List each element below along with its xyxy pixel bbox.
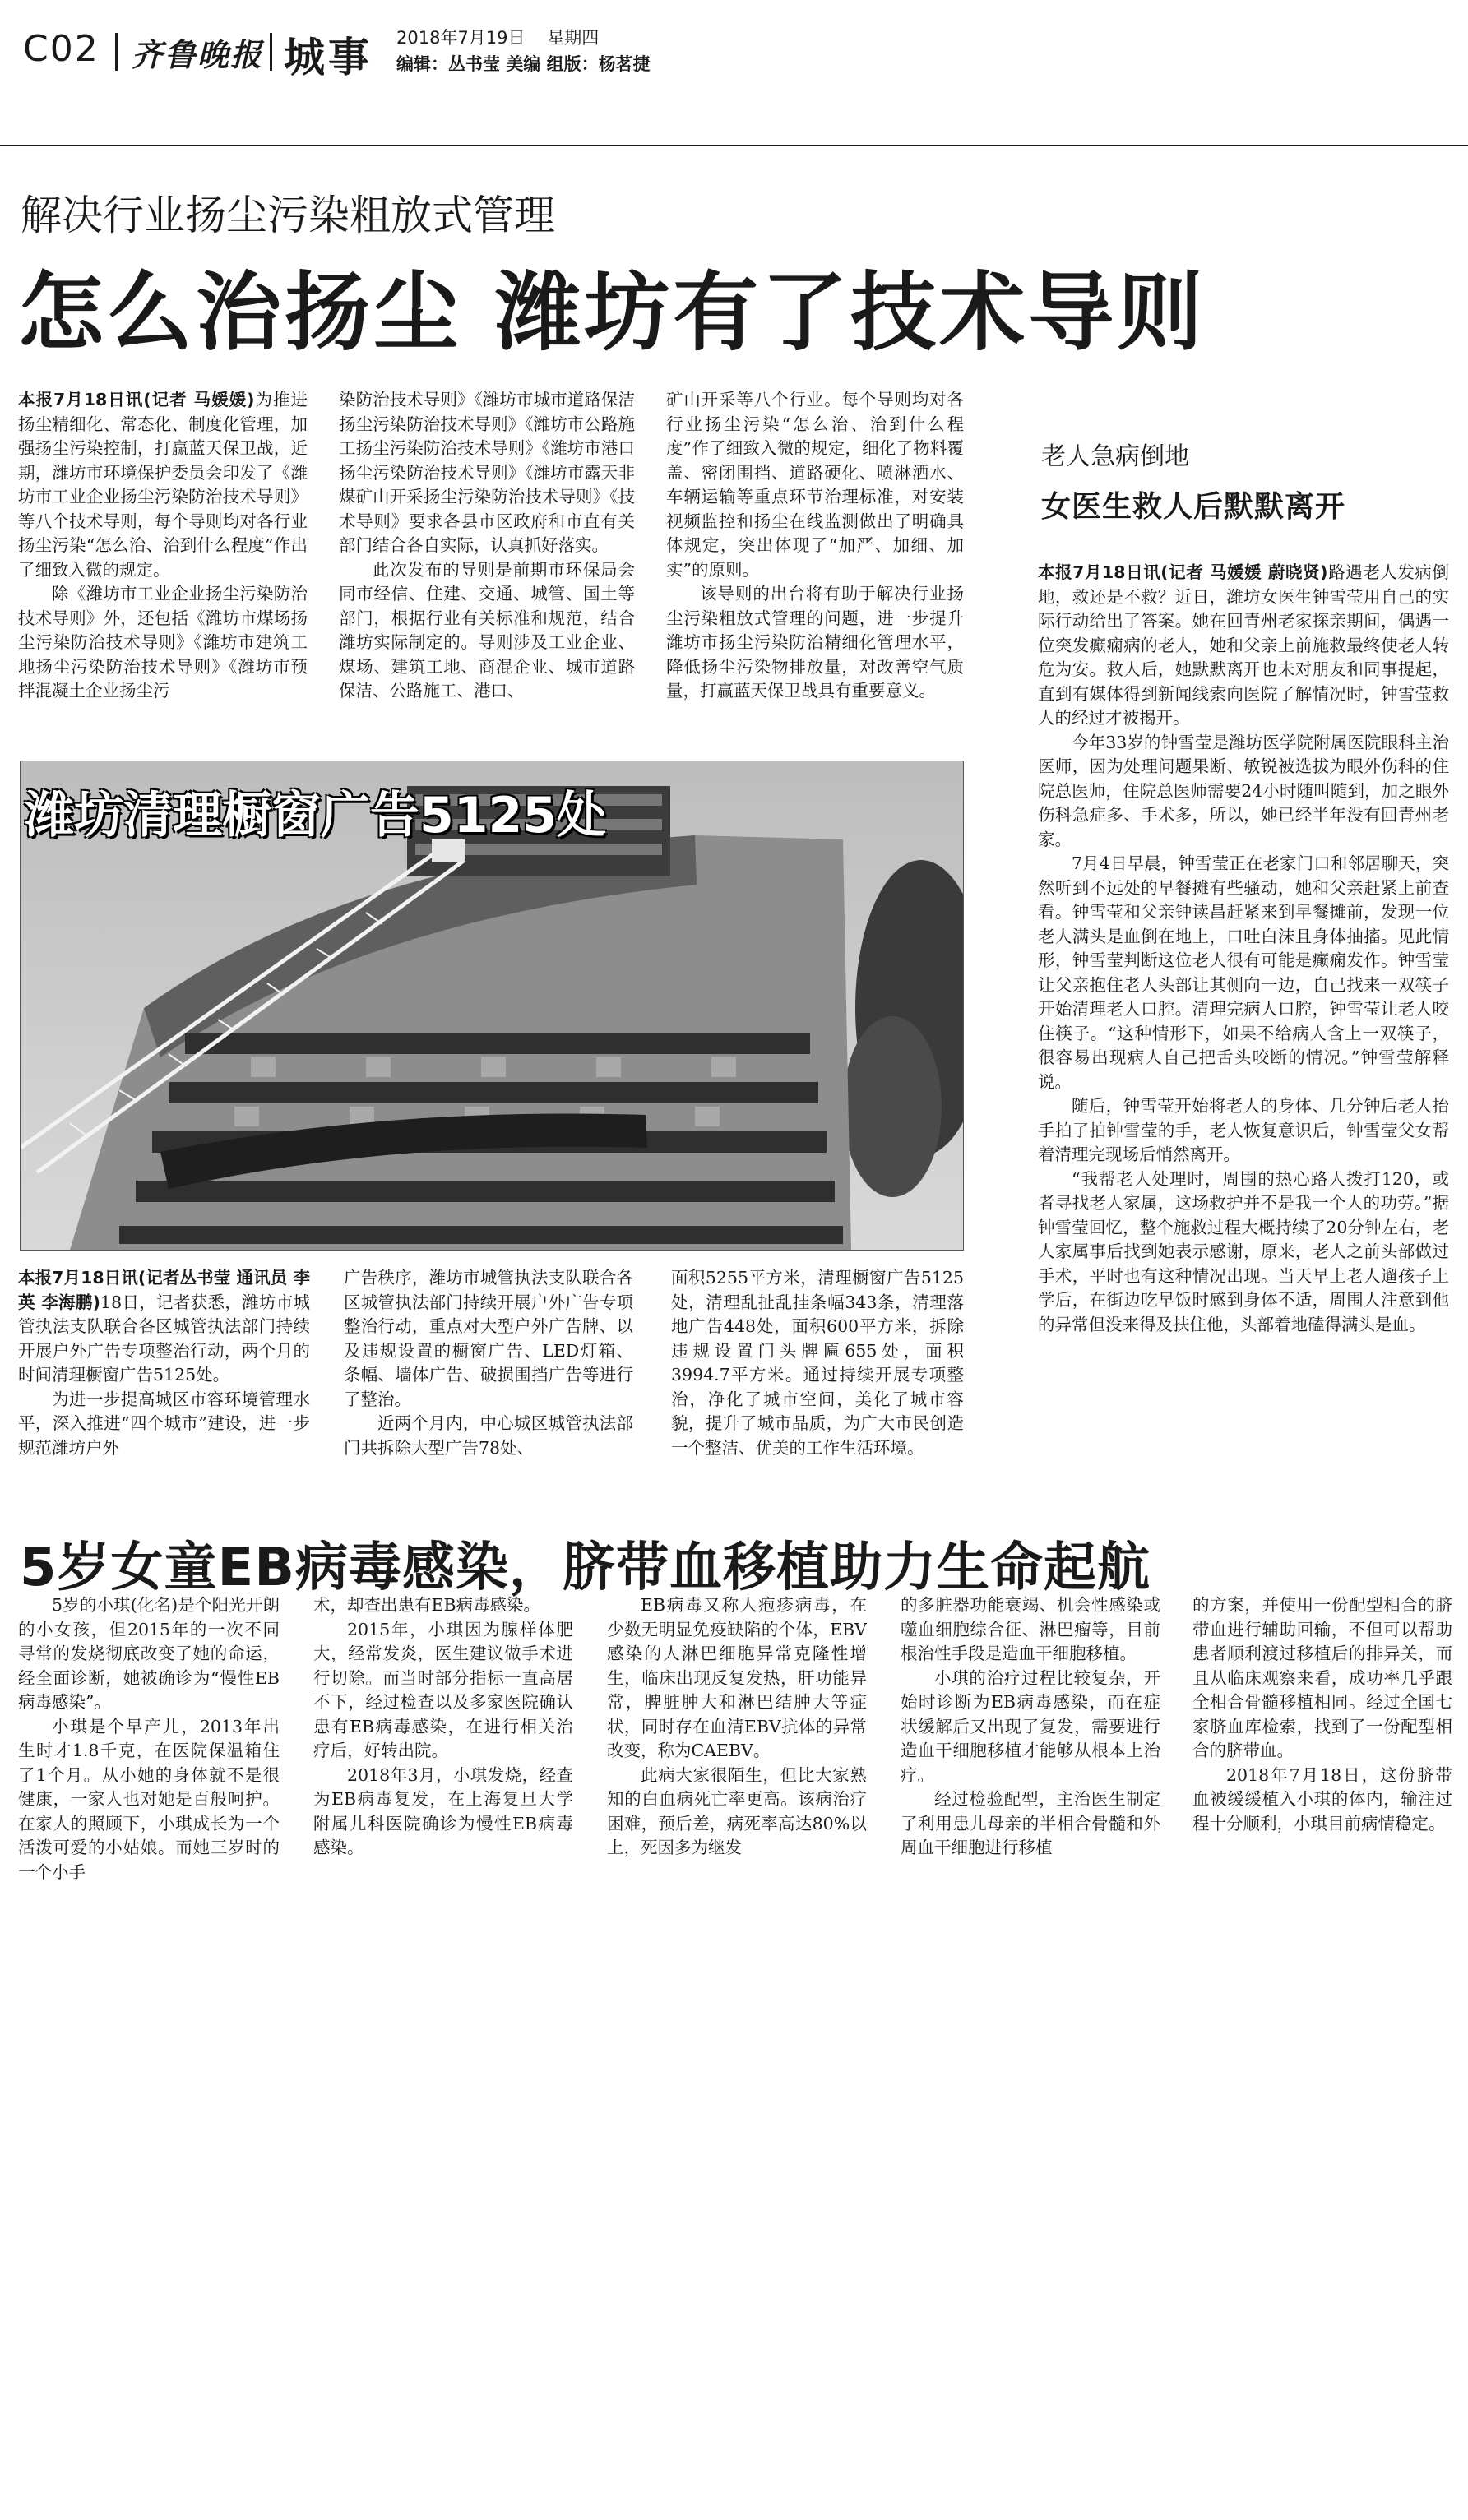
editor-credits: 编辑：丛书莹 美编 组版：杨茗捷 (396, 54, 651, 74)
story3-paragraph: 7月4日早晨，钟雪莹正在老家门口和邻居聊天，突然听到不远处的早餐摊有些骚动，她和父亲赶紧上前查看。钟雪莹和父亲钟读昌赶紧来到早餐摊前，发现一位老人满头是血倒在地上，口吐白沫且身体抽搐。见此情形，钟雪莹判断这位老人很有可能是癫痫发作。钟雪莹让父亲抱住老人头部让其侧向一边，自己找来一双筷子开始清理老人口腔。清理完病人口腔，钟雪莹让老人咬住筷子。“这种情形下，如果不给病人含上一双筷子，很容易出现病人自己把舌头咬断的情况。”钟雪莹解释说。 (1038, 853, 1449, 1092)
story3-body (1038, 561, 1449, 1461)
story4-paragraph: 小琪的治疗过程比较复杂，开始时诊断为EB病毒感染，而在症状缓解后又出现了复发，需要进行造血干细胞移植才能够从根本上治疗。 (901, 1667, 1160, 1785)
story3-paragraph: 随后，钟雪莹开始将老人的身体、几分钟后老人抬手拍了拍钟雪莹的手，老人恢复意识后，钟雪莹父女帮着清理完现场后悄然离开。 (1038, 1096, 1449, 1164)
story3-paragraph: 今年33岁的钟雪莹是潍坊医学院附属医院眼科主治医师，因为处理问题果断、敏锐被选拔为眼外伤科的住院总医师，住院总医师需要24小时随叫随到，加之眼外伤科急症多、手术多，所以，她已经半年没有回青州老家。 (1038, 732, 1449, 849)
header-rule (0, 145, 1468, 146)
story4-paragraph: 小琪是个早产儿，2013年出生时才1.8千克，在医院保温箱住了1个月。从小她的身体就不是很健康，一家人也对她是百般呵护。在家人的照顾下，小琪成长为一个活泼可爱的小姑娘。而她三岁时的一个小手 (18, 1716, 280, 1882)
paper-logo: 齐鲁晚报 (132, 36, 264, 73)
story4-paragraph: 2018年7月18日，这份脐带血被缓缓植入小琪的体内，输注过程十分顺利，小琪目前病情稳定。 (1192, 1764, 1452, 1833)
story2-column-1 (18, 1266, 310, 1505)
story1-paragraph: 除《潍坊市工业企业扬尘污染防治技术导则》外，还包括《潍坊市煤场扬尘污染防治技术导则》《潍坊市建筑工地扬尘污染防治技术导则》《潍坊市预拌混凝土企业扬尘污 (18, 584, 308, 701)
story4-paragraph: EB病毒又称人疱疹病毒，在少数无明显免疫缺陷的个体，EBV感染的人淋巴细胞异常克隆性增生，临床出现反复发热，肝功能异常，脾脏肿大和淋巴结肿大等症状，同时存在血清EBV抗体的异常改变，称为CAEBV。 (607, 1595, 867, 1760)
story4-paragraph: 2018年3月，小琪发烧，经查为EB病毒复发，在上海复旦大学附属儿科医院确诊为慢性EB病毒感染。 (313, 1764, 573, 1857)
story4-paragraph: 术，却查出患有EB病毒感染。 (313, 1595, 541, 1615)
story1-paragraph: 染防治技术导则》《潍坊市城市道路保洁扬尘污染防治技术导则》《潍坊市公路施工扬尘污染防治技术导则》《潍坊市港口扬尘污染防治技术导则》《潍坊市露天非煤矿山开采扬尘污染防治技术导则》《技术导则》要求各县市区政府和市直有关部门结合各自实际，认真抓好落实。 (339, 390, 635, 555)
story1-column-1 (18, 388, 308, 750)
date: 2018年7月19日 (396, 28, 526, 48)
story4-column-5 (1192, 1593, 1452, 1922)
story3-paragraph: 路遇老人发病倒地，救还是不救？近日，潍坊女医生钟雪莹用自己的实际行动给出了答案。她在回青州老家探亲期间，偶遇一位突发癫痫病的老人，她和父亲上前施救最终使老人转危为安。救人后，她默默离开也未对朋友和同事提起，直到有媒体得到新闻线索向医院了解情况时，钟雪莹救人的经过才被揭开。 (1038, 562, 1449, 728)
story1-paragraph: 此次发布的导则是前期市环保局会同市经信、住建、交通、城管、国土等部门，根据行业有关标准和规范，结合潍坊实际制定的。导则涉及工业企业、煤场、建筑工地、商混企业、城市道路保洁、公路施工、港口、 (339, 559, 635, 701)
section-name: 城事 (284, 34, 373, 81)
story4-paragraph: 2015年，小琪因为腺样体肥大，经常发炎，医生建议做手术进行切除。而当时部分指标一直高居不下，经过检查以及多家医院确认患有EB病毒感染，在进行相关治疗后，好转出院。 (313, 1619, 573, 1760)
photo-overlay-title: 潍坊清理橱窗广告5125处 (25, 787, 606, 844)
dateline (396, 25, 599, 49)
story4-headline: 5岁女童EB病毒感染，脐带血移植助力生命起航 (20, 1537, 1151, 1598)
story2-byline: 本报7月18日讯(记者丛书莹 通讯员 李英 李海鹏) (18, 1268, 310, 1312)
divider (270, 33, 272, 71)
story1-paragraph: 该导则的出台将有助于解决行业扬尘污染粗放式管理的问题，进一步提升潍坊市扬尘污染防治精细化管理水平，降低扬尘污染物排放量，对改善空气质量，打赢蓝天保卫战具有重要意义。 (666, 584, 964, 701)
story1-paragraph: 矿山开采等八个行业。每个导则均对各行业扬尘污染“怎么治、治到什么程度”作了细致入微的规定，细化了物料覆盖、密闭围挡、道路硬化、喷淋洒水、车辆运输等重点环节治理标准，对安装视频监控和扬尘在线监测做出了明确具体规定，突出体现了“加严、加细、加实”的原则。 (666, 390, 964, 580)
story4-paragraph: 的方案，并使用一份配型相合的脐带血进行辅助回输，不但可以帮助患者顺利渡过移植后的排异关，而且从临床观察来看，成功率几乎跟全相合骨髓移植相同。经过全国七家脐血库检索，找到了一份配型相合的脐带血。 (1192, 1595, 1452, 1760)
story2-paragraph: 近两个月内，中心城区城管执法部门共拆除大型广告78处、 (344, 1413, 633, 1458)
story1-column-2 (339, 388, 635, 750)
story3-paragraph: “我帮老人处理时，周围的热心路人拨打120，或者寻找老人家属，这场救护并不是我一个人的功劳。”据钟雪莹回忆，整个施救过程大概持续了20分钟左右，老人家属事后找到她表示感谢，原来，老人之前头部做过手术，平时也有这种情况出现。当天早上老人遛孩子上学后，在街边吃早饭时感到身体不适，周围人注意到他的异常但没来得及扶住他，头部着地磕得满头是血。 (1038, 1168, 1449, 1334)
story2-paragraph: 广告秩序，潍坊市城管执法支队联合各区城管执法部门持续开展户外广告专项整治行动，重点对大型户外广告牌、以及违规设置的橱窗广告、LED灯箱、条幅、墙体广告、破损围挡广告等进行了整治。 (344, 1268, 633, 1409)
story3-kicker: 老人急病倒地 (1041, 442, 1189, 471)
story2-column-2 (344, 1266, 633, 1505)
story1-column-3 (666, 388, 964, 750)
story1-headline: 怎么治扬尘 潍坊有了技术导则 (18, 262, 1206, 363)
story1-byline: 本报7月18日讯(记者 马媛媛) (18, 390, 255, 409)
divider (115, 33, 118, 71)
weekday: 星期四 (547, 28, 600, 48)
story2-paragraph: 为进一步提高城区市容环境管理水平，深入推进“四个城市”建设，进一步规范潍坊户外 (18, 1389, 310, 1458)
story2-paragraph: 18日，记者获悉，潍坊市城管执法支队联合各区城管执法部门持续开展户外广告专项整治行动，两个月的时间清理橱窗广告5125处。 (18, 1292, 310, 1385)
story4-paragraph: 经过检验配型，主治医生制定了利用患儿母亲的半相合骨髓和外周血干细胞进行移植 (901, 1789, 1160, 1857)
story4-column-2 (313, 1593, 573, 1922)
story4-column-4 (901, 1593, 1160, 1922)
story4-paragraph: 的多脏器功能衰竭、机会性感染或噬血细胞综合征、淋巴瘤等，目前根治性手段是造血干细胞移植。 (901, 1595, 1160, 1663)
story4-paragraph: 5岁的小琪(化名)是个阳光开朗的小女孩，但2015年的一次不同寻常的发烧彻底改变了她的命运，经全面诊断，她被确诊为“慢性EB病毒感染”。 (18, 1595, 280, 1712)
story3-title: 女医生救人后默默离开 (1041, 490, 1346, 524)
story4-column-1 (18, 1593, 280, 1922)
story3-byline: 本报7月18日讯(记者 马媛媛 蔚晓贤) (1038, 562, 1328, 582)
story2-column-3 (671, 1266, 964, 1505)
story2-paragraph: 面积5255平方米，清理橱窗广告5125处，清理乱扯乱挂条幅343条，清理落地广告448处，面积600平方米，拆除违规设置门头牌匾655处，面积3994.7平方米。通过持续开展专项整治，净化了城市空间，美化了城市容貌，提升了城市品质，为广大市民创造一个整洁、优美的工作生活环境。 (671, 1268, 964, 1458)
story1-kicker: 解决行业扬尘污染粗放式管理 (21, 192, 555, 239)
story4-paragraph: 此病大家很陌生，但比大家熟知的白血病死亡率更高。该病治疗困难，预后差，病死率高达80%以上，死因多为继发 (607, 1764, 867, 1857)
story1-paragraph: 为推进扬尘精细化、常态化、制度化管理，加强扬尘污染控制，打赢蓝天保卫战，近期，潍坊市环境保护委员会印发了《潍坊市工业企业扬尘污染防治技术导则》等八个技术导则，每个导则均对各行业扬尘污染“怎么治、治到什么程度”作出了细致入微的规定。 (18, 390, 308, 580)
story4-column-3 (607, 1593, 867, 1922)
page-code: C02 (23, 28, 100, 70)
